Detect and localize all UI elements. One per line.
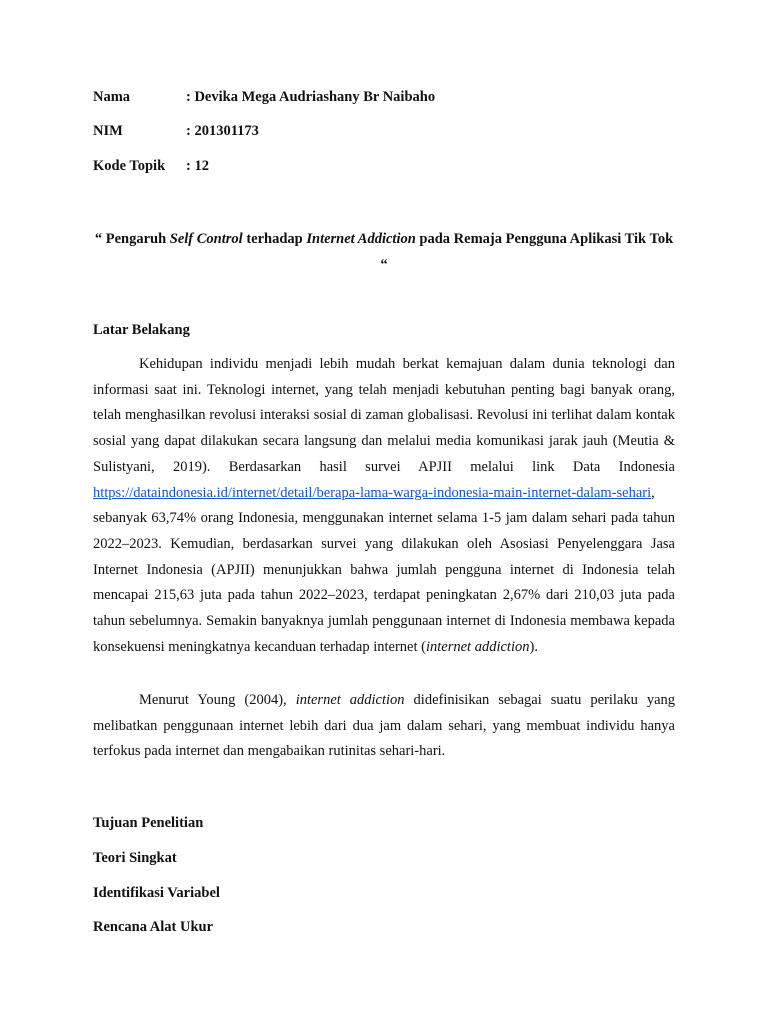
name-value: : Devika Mega Audriashany Br Naibaho bbox=[186, 89, 436, 105]
data-indonesia-link[interactable]: https://dataindonesia.id/internet/detail/berapa-lama-warga-indonesia-main-internet-dalam-sehari bbox=[93, 484, 652, 501]
document-title bbox=[93, 226, 675, 278]
topic-row bbox=[93, 157, 209, 175]
topic-label: Kode Topik bbox=[93, 158, 166, 174]
nim-label: NIM bbox=[93, 123, 123, 139]
paragraph-2-text-b: didefinisikan sebagai suatu perilaku yang melibatkan penggunaan internet lebih dari dua jam dalam sehari, yang membuat individu hanya terfokus pada internet dan mengabaikan rutinitas sehari-hari. bbox=[93, 692, 676, 760]
topic-value: : 12 bbox=[186, 158, 209, 174]
paragraph-1-text-c: ). bbox=[529, 638, 538, 655]
title-internet-addiction: Internet Addiction bbox=[306, 231, 416, 247]
heading-identifikasi-variabel: Identifikasi Variabel bbox=[93, 885, 220, 901]
heading-rencana-alat-ukur: Rencana Alat Ukur bbox=[93, 919, 214, 935]
paragraph-1 bbox=[93, 352, 675, 660]
paragraph-1-text-a: Kehidupan individu menjadi lebih mudah berkat kemajuan dalam dunia teknologi dan informasi saat ini. Teknologi internet, yang telah menjadi kebutuhan penting bagi banyak orang, telah menghasilkan revolusi interaksi sosial di zaman globalisasi. Revolusi ini terlihat dalam kontak sosial yang dapat dilakukan secara langsung dan melalui media komunikasi jarak jauh (Meutia & Sulistyani, 2019). Berdasarkan hasil survei APJII melalui link Data Indonesia bbox=[93, 356, 675, 475]
title-part-1: “ Pengaruh bbox=[94, 231, 170, 247]
paragraph-1-text-b: , sebanyak 63,74% orang Indonesia, menggunakan internet selama 1-5 jam dalam sehari pada tahun 2022–2023. Kemudian, berdasarkan survei yang dilakukan oleh Asosiasi Penyelenggara Jasa Internet Indonesia (APJII) menunjukkan bahwa jumlah pengguna internet di Indonesia telah mencapai 215,63 juta pada tahun 2022–2023, terdapat peningkatan 2,67% dari 210,03 juta pada tahun sebelumnya. Semakin banyaknya jumlah penggunaan internet di Indonesia membawa kepada konsekuensi meningkatnya kecanduan terhadap internet ( bbox=[93, 484, 675, 655]
heading-latar-belakang: Latar Belakang bbox=[93, 322, 190, 338]
heading-teori-singkat: Teori Singkat bbox=[93, 850, 177, 866]
name-row bbox=[93, 88, 435, 106]
nim-row bbox=[93, 122, 259, 140]
document-page bbox=[93, 0, 675, 1024]
title-self-control: Self Control bbox=[169, 231, 243, 247]
title-part-3: terhadap bbox=[242, 231, 307, 247]
name-label: Nama bbox=[93, 89, 131, 105]
paragraph-2 bbox=[93, 688, 675, 765]
title-part-5: pada Remaja Pengguna Aplikasi Tik Tok “ bbox=[380, 231, 674, 273]
paragraph-2-text-a: Menurut Young (2004), bbox=[139, 692, 296, 708]
heading-tujuan-penelitian: Tujuan Penelitian bbox=[93, 815, 204, 831]
paragraph-1-italic: internet addiction bbox=[425, 638, 530, 655]
paragraph-2-italic: internet addiction bbox=[295, 692, 405, 708]
nim-value: : 201301173 bbox=[186, 123, 259, 139]
